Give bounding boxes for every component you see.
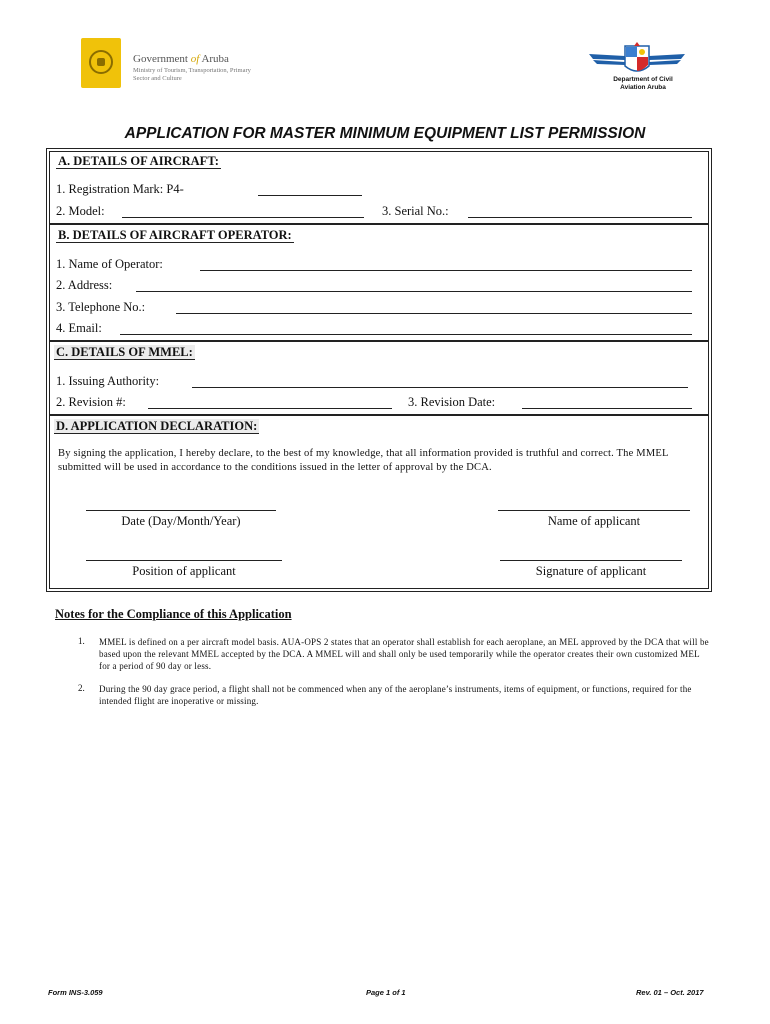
address-label: 2. Address: [56,278,113,292]
gov-name-prefix: Government [133,53,188,65]
name-signature-line[interactable] [498,510,690,511]
note-number: 1. [78,636,85,646]
issuing-authority-input[interactable] [192,387,688,388]
government-name [133,53,229,65]
name-of-applicant-label: Name of applicant [547,514,641,528]
section-a-heading: A. DETAILS OF AIRCRAFT: [58,154,219,168]
signature-line[interactable] [500,560,682,561]
date-signature-line[interactable] [86,510,276,511]
section-divider [50,340,708,342]
revision-date-label: 3. Revision Date: [408,395,496,409]
model-label: 2. Model: [56,204,105,218]
issuing-authority-label: 1. Issuing Authority: [56,374,160,388]
gov-name-suffix: Aruba [201,53,229,65]
email-label: 4. Email: [56,321,102,335]
ministry-subtitle: Ministry of Tourism, Transportation, Primary Sector and Culture [133,67,251,82]
dca-name [598,76,688,92]
note-text: MMEL is defined on a per aircraft model basis. AUA-OPS 2 states that an operator shall establish for each aeroplane, an MEL approved by the DCA that will be based upon the relevant MMEL accepted by the DCA. A MMEL will and shall only be used temporarily while the operator creates their own customized MEL for a period of 90 day or less. [99,637,709,671]
form-inner-border [49,151,709,589]
telephone-input[interactable] [176,313,692,314]
dca-logo-icon [587,40,687,80]
serial-no-input[interactable] [468,217,692,218]
date-label: Date (Day/Month/Year) [121,514,241,528]
position-of-applicant-label: Position of applicant [132,564,236,578]
registration-mark-label: 1. Registration Mark: P4- [56,182,184,196]
application-form [46,148,712,592]
serial-no-label: 3. Serial No.: [382,204,449,218]
revision-date-input[interactable] [522,408,692,409]
section-d-heading: D. APPLICATION DECLARATION: [56,419,258,433]
section-c-heading: C. DETAILS OF MMEL: [56,345,193,359]
telephone-label: 3. Telephone No.: [56,300,146,314]
government-of-aruba-logo [81,38,121,88]
operator-name-label: 1. Name of Operator: [56,257,163,271]
footer-revision: Rev. 01 – Oct. 2017 [636,988,704,997]
declaration-text: By signing the application, I hereby declare, to the best of my knowledge, that all information provided is truthful and correct. The MMEL submitted will be used in accordance to the conditions issued in the letter of approval by the DCA. [58,448,669,473]
note-text: During the 90 day grace period, a flight shall not be commenced when any of the aeroplane’s instruments, items of equipment, or functions, required for the intended flight are inoperative or missing. [99,684,692,706]
dca-name-line2: Aviation Aruba [620,84,666,91]
note-number: 2. [78,683,85,693]
revision-number-input[interactable] [148,408,392,409]
model-input[interactable] [122,217,364,218]
gov-name-of: of [190,53,200,65]
signature-of-applicant-label: Signature of applicant [535,564,647,578]
footer-form-id: Form INS-3.059 [48,988,103,997]
footer-page-number: Page 1 of 1 [366,988,406,997]
section-divider [50,414,708,416]
position-signature-line[interactable] [86,560,282,561]
section-b-heading: B. DETAILS OF AIRCRAFT OPERATOR: [58,228,292,242]
registration-mark-input[interactable] [258,195,362,196]
section-divider [50,223,708,225]
email-input[interactable] [120,334,692,335]
notes-title: Notes for the Compliance of this Application [55,607,292,621]
revision-number-label: 2. Revision #: [56,395,126,409]
operator-name-input[interactable] [200,270,692,271]
coat-of-arms-icon [89,50,113,74]
address-input[interactable] [136,291,692,292]
page-title: APPLICATION FOR MASTER MINIMUM EQUIPMENT LIST PERMISSION [124,125,646,142]
dca-name-line1: Department of Civil [613,76,673,83]
